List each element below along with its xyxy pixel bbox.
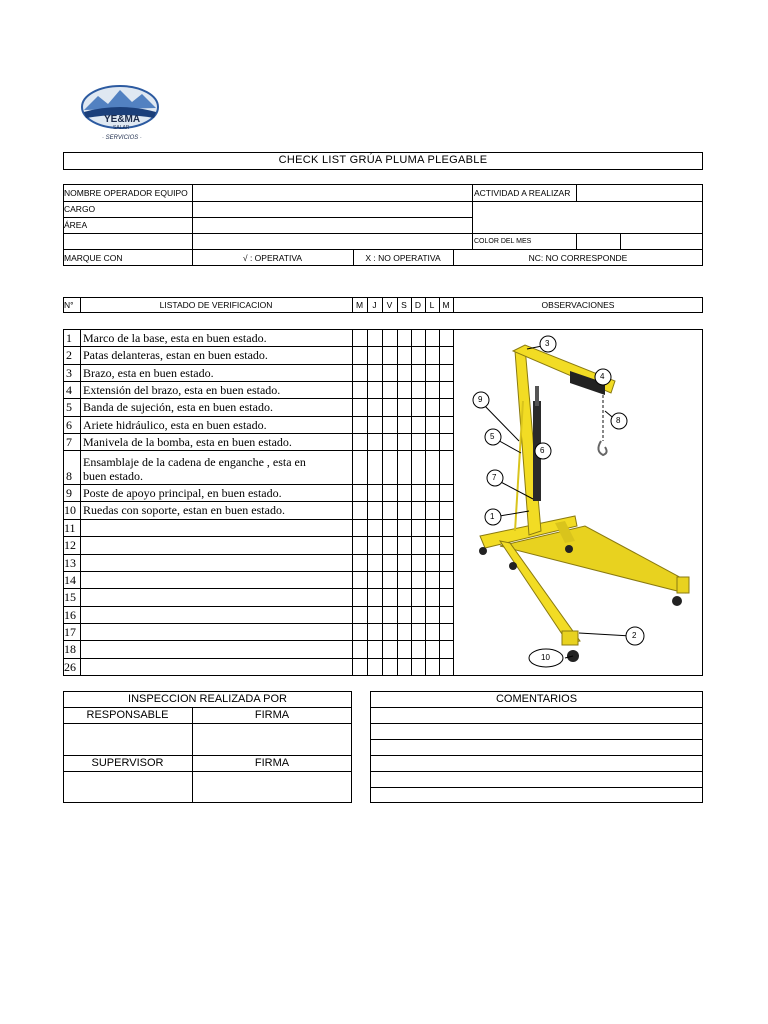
crane-diagram [455,331,701,674]
header-day: L [429,300,435,310]
legend-nc: NC: NO CORRESPONDE [528,253,628,263]
row-number: 2 [66,348,72,362]
row-number: 8 [66,469,72,483]
callout-6: 6 [540,446,545,455]
row-number: 14 [64,573,76,587]
row-number: 7 [66,435,72,449]
row-text: Ariete hidráulico, esta en buen estado. [83,418,267,432]
row-number: 17 [64,625,76,639]
row-text: Patas delanteras, estan en buen estado. [83,348,268,362]
svg-text:· SERVICIOS ·: · SERVICIOS · [102,135,142,141]
row-number: 26 [64,660,76,674]
row-number: 4 [66,383,72,397]
row-text: Poste de apoyo principal, en buen estado. [83,486,282,500]
row-text: Banda de sujeción, esta en buen estado. [83,400,273,414]
callout-10: 10 [541,653,550,662]
label-operador: NOMBRE OPERADOR EQUIPO [64,188,188,198]
row-text: Manivela de la bomba, esta en buen estado. [83,435,292,449]
header-day: M [442,300,450,310]
callout-1: 1 [490,512,495,521]
row-number: 5 [66,400,72,414]
row-number: 12 [64,538,76,552]
row-number: 1 [66,331,72,345]
row-number: 16 [64,608,76,622]
row-number: 11 [64,521,76,535]
label-area: ÁREA [64,220,88,230]
comentarios-title: COMENTARIOS [495,693,578,705]
page-title: CHECK LIST GRÚA PLUMA PLEGABLE [278,154,488,166]
row-text: Extensión del brazo, esta en buen estado. [83,383,281,397]
label-marque: MARQUE CON [64,253,123,263]
header-day: V [386,300,393,310]
label-firma-responsable: FIRMA [254,709,290,721]
callout-9: 9 [478,395,483,404]
callout-2: 2 [632,631,637,640]
row-number: 18 [64,642,76,656]
callout-8: 8 [616,416,621,425]
callout-4: 4 [600,372,605,381]
row-text: Ruedas con soporte, estan en buen estado. [83,503,285,517]
company-logo [80,82,160,142]
row-number: 10 [64,503,76,517]
label-firma-supervisor: FIRMA [254,757,290,769]
header-day: D [414,300,422,310]
header-n: N° [64,300,74,310]
row-number: 6 [66,418,72,432]
label-cargo: CARGO [64,204,96,214]
svg-text:SALAR: SALAR [113,125,130,131]
svg-text:YE&MA: YE&MA [104,114,141,125]
header-day: J [372,300,377,310]
header-day: S [401,300,407,310]
row-text: Brazo, esta en buen estado. [83,366,214,380]
row-number: 3 [66,366,72,380]
callout-7: 7 [492,473,497,482]
legend-no-operativa: X : NO OPERATIVA [365,253,441,263]
callout-3: 3 [545,339,550,348]
callout-5: 5 [490,432,495,441]
row-number: 15 [64,590,76,604]
header-day: M [355,300,364,310]
label-supervisor: SUPERVISOR [91,757,164,769]
row-text-cont: buen estado. [83,469,143,483]
legend-operativa: √ : OPERATIVA [242,253,303,263]
row-number: 13 [64,556,76,570]
label-responsable: RESPONSABLE [86,709,169,721]
row-text: Marco de la base, esta en buen estado. [83,331,267,345]
label-color-mes: COLOR DEL MES [474,238,532,245]
inspeccion-title: INSPECCION REALIZADA POR [128,693,287,705]
label-actividad: ACTIVIDAD A REALIZAR [474,188,571,198]
header-observaciones: OBSERVACIONES [541,300,615,310]
row-text: Ensamblaje de la cadena de enganche , esta en [83,455,306,469]
row-number: 9 [66,486,72,500]
header-listado: LISTADO DE VERIFICACION [159,300,273,310]
